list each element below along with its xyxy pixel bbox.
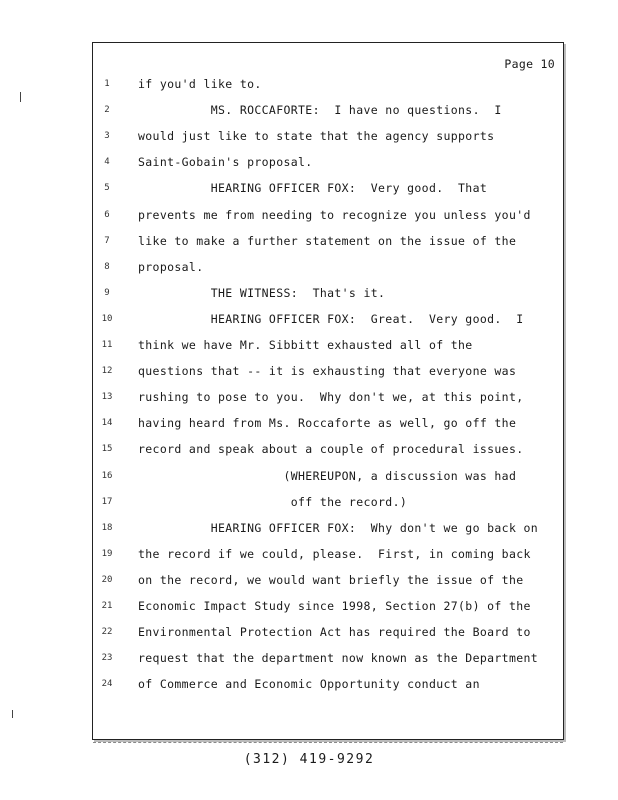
line-text: record and speak about a couple of procedural issues. <box>138 442 524 457</box>
line-number: 21 <box>101 601 113 611</box>
transcript-line <box>93 520 563 540</box>
transcript-line <box>93 389 563 409</box>
line-text: Saint-Gobain's proposal. <box>138 155 313 170</box>
transcript-line <box>93 285 563 305</box>
transcript-line <box>93 415 563 435</box>
footer-phone: (312) 419-9292 <box>243 752 375 767</box>
line-text: the record if we could, please. First, in coming back <box>138 546 531 561</box>
line-number: 13 <box>101 392 113 403</box>
transcript-line <box>93 468 563 488</box>
line-number: 18 <box>101 522 113 533</box>
line-number: 24 <box>101 679 113 690</box>
transcript-page <box>92 42 564 740</box>
line-number: 6 <box>104 209 110 220</box>
transcript-line <box>93 154 563 174</box>
line-text: HEARING OFFICER FOX: Very good. That <box>138 181 488 196</box>
transcript-line <box>93 102 563 122</box>
transcript-line <box>93 233 563 253</box>
transcript-line <box>93 441 563 461</box>
line-number: 16 <box>101 470 113 481</box>
line-number: 3 <box>104 131 110 142</box>
transcript-line <box>93 76 563 96</box>
margin-mark <box>12 710 13 718</box>
transcript-line <box>93 572 563 592</box>
line-text: if you'd like to. <box>138 77 262 91</box>
transcript-line <box>93 624 563 644</box>
line-number: 20 <box>101 574 113 585</box>
transcript-line <box>93 650 563 670</box>
transcript-line <box>93 546 563 566</box>
line-text: (WHEREUPON, a discussion was had <box>138 468 517 483</box>
line-number: 14 <box>101 418 113 429</box>
line-text: HEARING OFFICER FOX: Great. Very good. I <box>138 311 524 326</box>
line-text: THE WITNESS: That's it. <box>138 285 386 300</box>
transcript-line <box>93 363 563 383</box>
line-text: on the record, we would want briefly the issue of the <box>138 572 524 587</box>
transcript-line <box>93 494 563 514</box>
line-number: 12 <box>101 366 113 377</box>
line-number: 17 <box>101 496 113 507</box>
transcript-line <box>93 259 563 279</box>
transcript-line <box>93 676 563 696</box>
transcript-line <box>93 180 563 200</box>
line-number: 23 <box>101 653 113 664</box>
line-text: of Commerce and Economic Opportunity conduct an <box>138 677 480 692</box>
line-number: 10 <box>101 313 113 324</box>
line-text: rushing to pose to you. Why don't we, at this point, <box>138 390 524 405</box>
line-text: MS. ROCCAFORTE: I have no questions. I <box>138 103 502 118</box>
line-number: 2 <box>104 105 110 116</box>
line-number: 9 <box>104 287 110 298</box>
transcript-line <box>93 311 563 331</box>
line-number: 7 <box>104 235 110 246</box>
line-text: Environmental Protection Act has required the Board to <box>138 625 531 640</box>
transcript-line <box>93 207 563 227</box>
line-text: prevents me from needing to recognize you unless you'd <box>138 207 531 222</box>
line-number: 4 <box>104 157 110 168</box>
line-text: having heard from Ms. Roccaforte as well, go off the <box>138 416 517 431</box>
transcript-line <box>93 337 563 357</box>
line-number: 8 <box>104 261 110 272</box>
line-number: 5 <box>104 183 110 194</box>
margin-mark <box>20 92 21 102</box>
line-number: 22 <box>101 627 113 638</box>
line-number: 19 <box>101 548 113 559</box>
transcript-line <box>93 128 563 148</box>
line-text: request that the department now known as the Department <box>138 651 539 666</box>
line-text: proposal. <box>138 259 204 274</box>
line-number: 11 <box>101 340 113 350</box>
line-text: would just like to state that the agency supports <box>138 129 495 144</box>
page-number: Page 10 <box>504 57 555 71</box>
line-text: Economic Impact Study since 1998, Section 27(b) of the <box>138 599 531 613</box>
line-text: HEARING OFFICER FOX: Why don't we go back on <box>138 520 539 535</box>
line-text: questions that -- it is exhausting that everyone was <box>138 364 517 379</box>
line-number: 1 <box>104 79 110 89</box>
line-text: off the record.) <box>138 494 408 509</box>
line-text: like to make a further statement on the issue of the <box>138 233 517 248</box>
line-number: 15 <box>101 444 113 455</box>
line-text: think we have Mr. Sibbitt exhausted all of the <box>138 338 473 352</box>
transcript-line <box>93 598 563 618</box>
